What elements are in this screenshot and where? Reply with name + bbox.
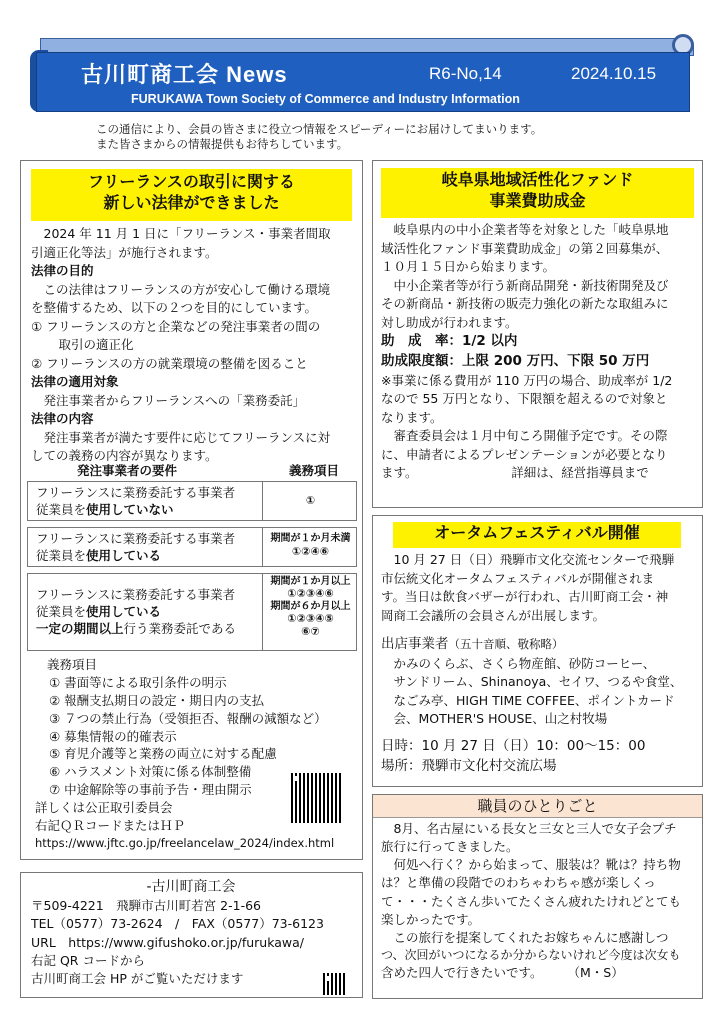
list-item: ② 報酬支払期日の設定・期日内の支払 <box>49 692 265 708</box>
paragraph-line: つ、次回がいつになるか分からないけれど今度は次女も <box>381 947 681 962</box>
more-info-text: 詳しくは公正取引委員会 <box>35 800 173 815</box>
paragraph-line: その新商品・新技術の販売力強化の新たな取組みに <box>381 296 669 311</box>
paragraph-line: 旅行に行ってきました。 <box>381 839 519 855</box>
paragraph-line: て・・・たくさん歩いてたくさん疲れたけれどとても <box>381 893 682 909</box>
article-body <box>31 225 357 466</box>
list-item: ⑤ 育児介護等と業務の両立に対する配慮 <box>49 746 277 762</box>
paragraph-line: この旅行を提案してくれたお嫁ちゃんに感謝しつ <box>393 929 669 945</box>
paragraph-line: 中小企業者等が行う新商品開発・新技術開発及び <box>393 277 669 293</box>
section-title: 法律の目的 <box>31 263 94 278</box>
paragraph-line: 引適正化等法」が施行されます。 <box>31 244 218 260</box>
paragraph-line: 市伝統文化オータムフェスティバルが開催されま <box>381 570 655 586</box>
jftc-url-link[interactable]: https://www.jftc.go.jp/freelancelaw_2024/index.html <box>35 835 335 850</box>
website-link[interactable]: URL https://www.gifushoko.or.jp/furukawa/ <box>31 934 304 950</box>
note-line: なので 55 万円となり、下限額を超えるので対象と <box>381 391 668 407</box>
note-line: なります。 <box>381 409 443 425</box>
paragraph-line: 岐阜県内の中小企業者等を対象とした「岐阜県地 <box>393 222 669 237</box>
list-item: ③ ７つの禁止行為（受領拒否、報酬の減額など） <box>49 710 327 726</box>
article-heading <box>31 169 352 221</box>
vendor-line: サンドリーム、Shinanoya、セイワ、つるや食堂、 <box>393 674 683 690</box>
list-item: ① フリーランスの方と企業などの発注事業者の間の <box>31 318 321 334</box>
fund-article <box>372 160 703 508</box>
paragraph-line: 楽しかったです。 <box>381 911 481 927</box>
column-body <box>381 820 699 982</box>
obligation-text: 期間が１か月未満 <box>270 533 351 544</box>
paragraph-line: １０月１５日から始まります。 <box>381 259 556 274</box>
paragraph-line: に、申請者によるプレゼンテーションが必要となり <box>381 446 668 462</box>
row-text: フリーランスに業務委託する事業者 <box>36 531 236 546</box>
intro-text <box>96 122 542 152</box>
obligation-text: 期間が１か月以上 <box>270 576 351 587</box>
table-header-requirements: 発注事業者の要件 <box>77 463 178 478</box>
obligation-text: ①②④⑥ <box>291 545 330 558</box>
issue-number: R6-No,14 <box>429 64 502 83</box>
intro-line: この通信により、会員の皆さまに役立つ情報をスピーディーにお届けしてまいります。 <box>96 122 543 136</box>
more-info-text: 右記ＱＲコードまたはＨＰ <box>35 817 186 833</box>
list-item: ⑦ 中途解除等の事前予告・理由開示 <box>49 782 252 798</box>
website-qr-code-icon <box>323 973 345 995</box>
row-text: 従業員を使用している <box>36 548 162 563</box>
article-body <box>381 551 699 777</box>
article-body <box>381 221 699 483</box>
obligation-cell <box>262 482 358 520</box>
vendors-title: 出店事業者 <box>381 636 449 652</box>
row-text: フリーランスに業務委託する事業者 <box>36 485 236 500</box>
paragraph-line: 岡商工会議所の会員さんが出展します。 <box>381 607 606 623</box>
subsidy-rate: 助 成 率：1/2 以内 <box>381 333 518 349</box>
hp-note: 古川町商工会 HP がご覧いただけます <box>31 970 244 986</box>
paragraph-line: 10 月 27 日（日）飛騨市文化交流センターで飛騨 <box>393 552 675 567</box>
staff-column <box>372 794 703 999</box>
newsletter-title: 古川町商工会 News <box>81 62 288 87</box>
contact-details <box>31 877 351 988</box>
requirement-row <box>27 481 357 521</box>
list-title: 義務項目 <box>47 657 98 672</box>
note-line: ※事業に係る費用が 110 万円の場合、助成率が 1/2 <box>381 372 673 388</box>
paragraph-line: す。当日は飲食バザーが行われ、古川町商工会・神 <box>381 589 669 604</box>
paragraph-line: 含めた四人で行きたいです。 （M・S） <box>381 965 624 981</box>
subsidy-limit: 助成限度額：上限 200 万円、下限 50 万円 <box>381 352 650 369</box>
row-text: 一定の期間以上行う業務委託である <box>36 621 237 636</box>
row-text: 従業員を使用していない <box>36 502 174 517</box>
requirement-row <box>27 527 357 567</box>
masthead-banner <box>30 38 694 112</box>
autumn-festival-article <box>372 515 703 787</box>
paragraph-line: 発注事業者が満たす要件に応じてフリーランスに対 <box>43 429 331 445</box>
obligation-text: ①②③④⑥ <box>287 586 334 600</box>
address: 〒509-4221 飛騨市古川町若宮 2-1-66 <box>31 898 261 914</box>
vendors-note: （五十音順、敬称略） <box>448 637 564 651</box>
paragraph-line: は？と準備の段階でのわちゃわちゃ感が楽しくっ <box>381 875 656 891</box>
event-place: 場所：飛騨市文化村交流広場 <box>381 757 557 774</box>
paragraph-line: 8月、名古屋にいる長女と三女と三人で女子会プチ <box>393 821 677 836</box>
obligation-text: ⑥⑦ <box>301 624 320 638</box>
heading-line: フリーランスの取引に関する <box>88 172 295 191</box>
list-item: ① 書面等による取引条件の明示 <box>49 674 227 690</box>
paragraph-line: 審査委員会は１月中旬ころ開催予定です。その際 <box>393 428 668 444</box>
requirement-row <box>27 573 357 651</box>
qr-note: 右記 QR コードから <box>31 952 145 968</box>
article-heading <box>381 168 694 218</box>
freelance-law-article <box>20 160 363 860</box>
article-heading: オータムフェスティバル開催 <box>393 522 681 548</box>
list-item: ④ 募集情報の的確表示 <box>49 728 177 744</box>
list-item: ② フリーランスの方の就業環境の整備を図ること <box>31 355 308 371</box>
paragraph-line: しての義務の内容が異なります。 <box>31 448 218 463</box>
issue-date: 2024.10.15 <box>571 64 657 83</box>
paragraph-line: 2024 年 11 月 1 日に「フリーランス・事業者間取 <box>43 226 331 241</box>
vendor-line: かみのくらぶ、さくら物産館、砂防コーヒー、 <box>393 655 656 671</box>
paragraph-line: ます。 詳細は、経営指導員まで <box>381 465 649 481</box>
section-title: 法律の適用対象 <box>31 374 119 389</box>
banner-body <box>36 52 690 112</box>
paragraph-line: 域活性化ファンド事業費助成金」の第２回募集が、 <box>381 240 669 256</box>
phone-fax: TEL（0577）73-2624 / FAX（0577）73-6123 <box>31 916 324 932</box>
organization-name: -古川町商工会 <box>146 879 236 895</box>
obligation-cell <box>262 528 358 566</box>
obligation-cell <box>262 574 358 650</box>
contact-box <box>20 872 363 998</box>
heading-line: 事業費助成金 <box>489 190 586 210</box>
obligation-text: 期間が６か月以上 <box>270 600 351 612</box>
heading-line: 新しい法律ができました <box>103 192 280 212</box>
paragraph-line: を整備するため、以下の２つを目的にしています。 <box>31 300 318 315</box>
table-header-obligations: 義務項目 <box>289 463 340 478</box>
obligation-text: ①②③④⑤ <box>287 611 334 625</box>
row-text: フリーランスに業務委託する事業者 <box>36 587 236 602</box>
vendor-line: なごみ亭、HIGH TIME COFFEE、ポイントカード <box>393 692 675 708</box>
section-title: 法律の内容 <box>31 411 94 426</box>
list-item: ⑥ ハラスメント対策に係る体制整備 <box>49 764 252 780</box>
column-heading: 職員のひとりごと <box>373 795 702 818</box>
intro-line: また皆さまからの情報提供もお待ちしています。 <box>96 136 349 151</box>
paragraph-line: 対し助成が行われます。 <box>381 314 518 330</box>
jftc-qr-code-icon <box>291 773 341 823</box>
event-datetime: 日時：10 月 27 日（日）10：00〜15：00 <box>381 737 646 754</box>
vendors-heading <box>381 635 699 655</box>
heading-line: 岐阜県地域活性化ファンド <box>441 170 634 189</box>
paragraph-line: 発注事業者からフリーランスへの「業務委託」 <box>43 392 306 408</box>
obligation-text: ① <box>305 494 316 507</box>
paragraph-line: この法律はフリーランスの方が安心して働ける環境 <box>43 281 331 297</box>
newsletter-subtitle: FURUKAWA Town Society of Commerce and Industry Information <box>131 92 520 106</box>
row-text: 従業員を使用している <box>36 604 162 619</box>
vendor-line: 会、MOTHER'S HOUSE、山之村牧場 <box>393 711 608 727</box>
list-item: 取引の適正化 <box>58 337 134 352</box>
paragraph-line: 何処へ行く？から始まって、服装は？靴は？持ち物 <box>393 857 681 873</box>
